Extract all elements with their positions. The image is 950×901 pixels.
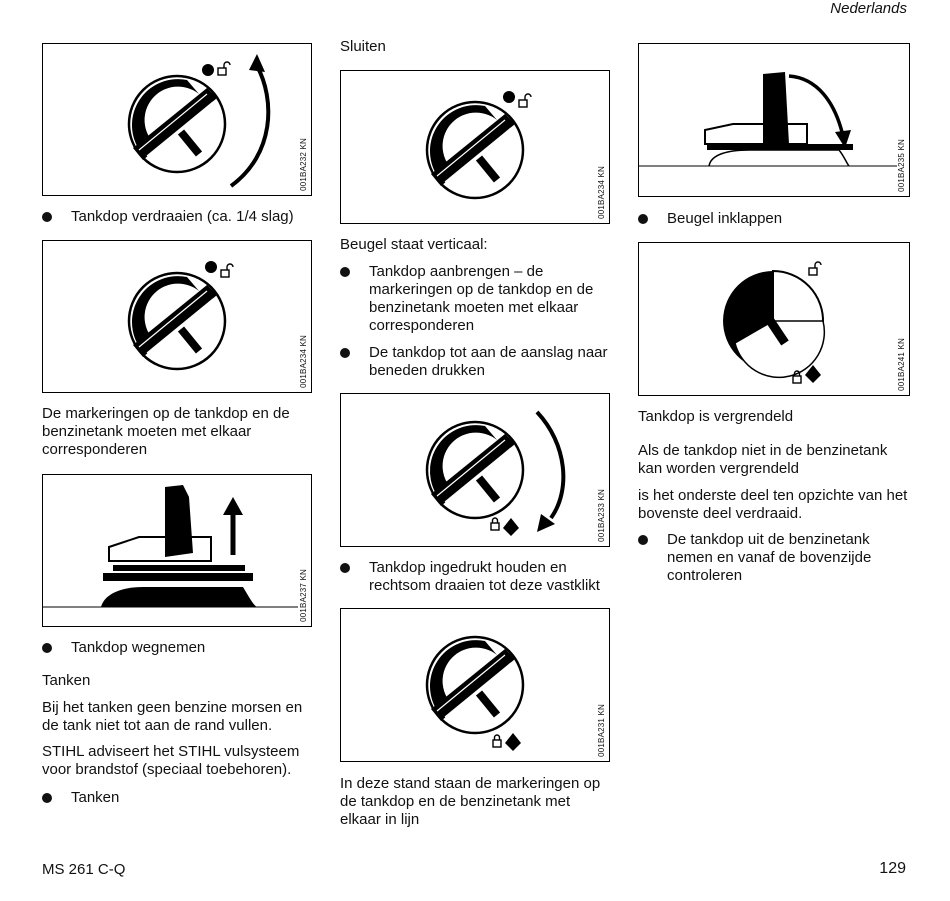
- cap-markings-illustration: [43, 241, 313, 394]
- bullet-text: Tankdop aanbrengen – de markeringen op de tankdop en de benzinetank moeten met elkaar corresponderen: [369, 263, 594, 334]
- bullet-item: [42, 789, 312, 807]
- bullet-dot: [42, 793, 52, 803]
- bullet-dot: [638, 214, 648, 224]
- figure-code: 001BA234 KN: [597, 166, 606, 219]
- figure-remove-cap: [42, 474, 312, 627]
- section-heading: Als de tankdop niet in de benzinetank kan worden vergrendeld: [638, 442, 888, 477]
- figure-locked: [638, 242, 910, 396]
- figure-code: 001BA232 KN: [299, 138, 308, 191]
- bullet-dot: [340, 563, 350, 573]
- bullet-item: [42, 639, 312, 657]
- figure-code: 001BA231 KN: [597, 704, 606, 757]
- bullet-text: Tankdop wegnemen: [71, 639, 206, 656]
- figure-fold-bracket: [638, 43, 910, 197]
- page-number: 129: [879, 860, 906, 877]
- bullet-dot: [42, 212, 52, 222]
- figure-press-turn: [340, 393, 610, 547]
- figure-code: 001BA237 KN: [299, 569, 308, 622]
- bullet-item: [340, 559, 610, 595]
- paragraph: In deze stand staan de markeringen op de tankdop en de benzinetank met elkaar in lijn: [340, 775, 601, 828]
- language-header: Nederlands: [830, 0, 907, 17]
- cap-press-turn-illustration: [341, 394, 611, 548]
- figure-code: 001BA241 KN: [897, 338, 906, 391]
- figure-code: 001BA233 KN: [597, 489, 606, 542]
- bullet-dot: [340, 348, 350, 358]
- paragraph: Bij het tanken geen benzine morsen en de tank niet tot aan de rand vullen.: [42, 699, 303, 734]
- bullet-dot: [638, 535, 648, 545]
- bullet-text: Tankdop ingedrukt houden en rechtsom draaien tot deze vastklikt: [369, 559, 600, 594]
- paragraph: Tankdop is vergrendeld: [638, 408, 794, 425]
- bullet-text: Tanken: [71, 789, 120, 806]
- paragraph: De markeringen op de tankdop en de benzinetank moeten met elkaar corresponderen: [42, 405, 290, 458]
- bullet-text: De tankdop uit de benzinetank nemen en vanaf de bovenzijde controleren: [667, 531, 872, 584]
- bullet-item: [42, 208, 312, 226]
- bullet-text: De tankdop tot aan de aanslag naar beneden drukken: [369, 344, 608, 379]
- cap-aligned-illustration: [341, 609, 611, 763]
- bullet-item: [638, 531, 910, 585]
- bullet-dot: [42, 643, 52, 653]
- paragraph: Beugel staat verticaal:: [340, 236, 488, 253]
- paragraph: STIHL adviseert het STIHL vulsysteem voor brandstof (speciaal toebehoren).: [42, 743, 300, 778]
- bullet-item: [340, 263, 610, 335]
- figure-code: 001BA235 KN: [897, 139, 906, 192]
- figure-code: 001BA234 KN: [299, 335, 308, 388]
- paragraph: is het onderste deel ten opzichte van het bovenste deel verdraaid.: [638, 487, 908, 522]
- cap-fit-illustration: [341, 71, 611, 225]
- section-heading: Sluiten: [340, 38, 386, 55]
- bullet-item: [340, 344, 610, 380]
- figure-cap-markings: [42, 240, 312, 393]
- footer-model: MS 261 C-Q: [42, 861, 126, 878]
- bullet-text: Beugel inklappen: [667, 210, 783, 227]
- bracket-fold-illustration: [639, 44, 911, 198]
- figure-turn-cap: [42, 43, 312, 196]
- bullet-text: Tankdop verdraaien (ca. 1/4 slag): [71, 208, 294, 225]
- figure-aligned: [340, 608, 610, 762]
- cap-remove-illustration: [43, 475, 313, 628]
- bullet-item: [638, 210, 910, 228]
- cap-turn-illustration: [43, 44, 313, 197]
- section-heading: Tanken: [42, 672, 91, 689]
- bullet-dot: [340, 267, 350, 277]
- figure-fit-cap: [340, 70, 610, 224]
- cap-locked-illustration: [639, 243, 911, 397]
